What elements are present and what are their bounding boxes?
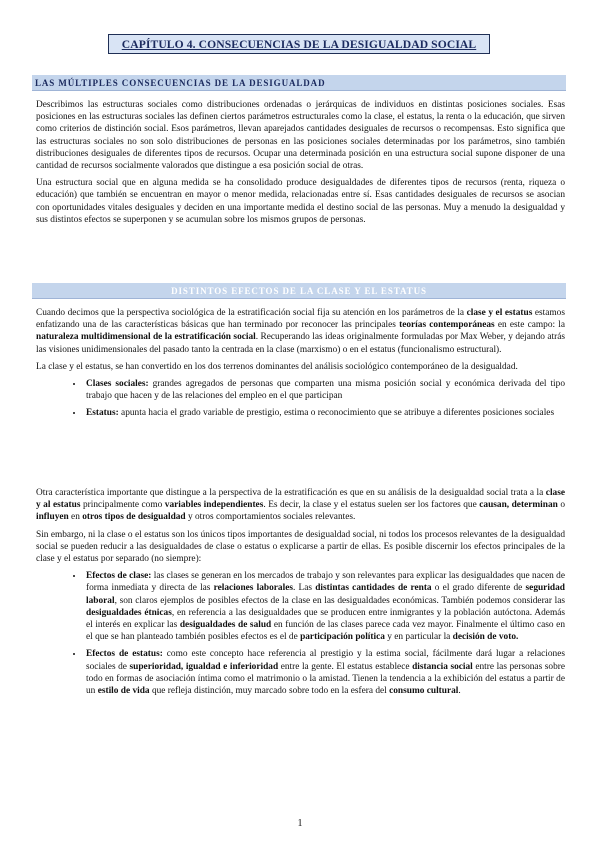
section-heading-text: DISTINTOS EFECTOS DE LA CLASE Y EL ESTATUS [171, 285, 427, 296]
list-item: • Clases sociales: grandes agregados de personas que comparten una misma posición social y económica derivada del tipo trabajo que hacen y de las relaciones del empleo en el que participan [84, 378, 565, 402]
section-1-body [36, 99, 565, 231]
section-2-body [36, 307, 565, 426]
list-item: • Efectos de estatus: como este concepto hace referencia al prestigio y la estima social, fácilmente dará lugar a relaciones sociales de superioridad, igualdad e inferioridad entre la gente. El estatus establece distancia social entre las personas sobre todo en formas de asociación íntima como el matrimonio o la amistad. Tienen la tendencia a la exhibición del estatus a partir de un estilo de vida que refleja distinción, muy marcado sobre todo en la esfera del consumo cultural. [84, 648, 565, 697]
paragraph: Sin embargo, ni la clase o el estatus son los únicos tipos importantes de desigualdad social, ni todos los procesos relevantes de la desigualdad social se pueden reducir a las desigualdades de clase o estatus o explicarse a partir de ellas. Es posible discernir los efectos principales de la clase y el estatus por separado (no siempre): [36, 529, 565, 565]
bullet-list [36, 570, 565, 697]
page-number: 1 [297, 818, 303, 829]
paragraph: Otra característica importante que distingue a la perspectiva de la estratificación es que en su análisis de la desigualdad social trata a la clase y al estatus principalmente como variables independientes. Es decir, la clase y el estatus suelen ser los factores que causan, determinan o influyen en otros tipos de desigualdad y otros comportamientos sociales relevantes. [36, 488, 565, 523]
list-item: • Estatus: apunta hacia el grado variable de prestigio, estima o reconocimiento que se atribuye a diferentes posiciones sociales [84, 407, 565, 419]
section-2-body-continued [36, 487, 565, 703]
paragraph: Cuando decimos que la perspectiva sociológica de la estratificación social fija su atención en los parámetros de la clase y el estatus estamos enfatizando una de las características básicas que han terminado por reconocer las principales teorías contemporáneas en este campo: la naturaleza multidimensional de la estratificación social. Recuperando las ideas originalmente formuladas por Max Weber, y dejando atrás las visiones unidimensionales del pasado tanto la centrada en la clase (marxismo) o en el estatus (funcionalismo estructural). [36, 308, 566, 355]
bullet-list [36, 378, 565, 420]
paragraph: La clase y el estatus, se han convertido en los dos terrenos dominantes del análisis sociológico contemporáneo de la desigualdad. [36, 361, 518, 372]
paragraph: Una estructura social que en alguna medida se ha consolidado produce desigualdades de diferentes tipos de recursos (renta, riqueza o educación) que también se encuentran en mayor o menor medida, relacionadas entre sí. Esas cantidades desiguales de recursos se asocian con oportunidades vitales desiguales y deciden en una importante medida el destino social de las personas. Muy a menudo la desigualdad y sus distintos efectos se superponen y se acumulan sobre los mismos grupos de personas. [36, 178, 565, 225]
section-heading-consecuencias: LAS MÚLTIPLES CONSECUENCIAS DE LA DESIGUALDAD [32, 75, 566, 91]
list-item: • Efectos de clase: las clases se generan en los mercados de trabajo y son relevantes para explicar las desigualdades que nacen de forma inmediata y directa de las relaciones laborales. Las distintas cantidades de renta o el grado diferente de seguridad laboral, son claros ejemplos de posibles efectos de la clase en las desigualdades económicas. También podemos considerar las desigualdades étnicas, en referencia a las desigualdades que se producen entre inmigrantes y la población autóctona. Además el interés en explicar las desigualdades de salud en función de las clases parece cada vez mayor. Finalmente el último caso en el que se han planteado también posibles efectos es el de participación política y en particular la decisión de voto. [84, 570, 565, 643]
paragraph: Describimos las estructuras sociales como distribuciones ordenadas o jerárquicas de individuos en distintas posiciones sociales. Esas posiciones en las estructuras sociales las definen ciertos parámetros estructurales como la clase, el estatus, la renta o la educación, que sirven como criterios de distinción social. Esos parámetros, llevan aparejados cantidades desiguales de recursos o recompensas. Esto significa que las estructuras sociales no son solo distribuciones de personas en las posiciones sociales determinadas por los parámetros, sino también distribuciones desiguales de diferentes tipos de recursos. Ocupar una determinada posición en una estructura social supone disponer de una cantidad de recursos socialmente valorados que distingue a esa posición social de otras. [36, 100, 565, 172]
section-heading-efectos [32, 283, 566, 299]
chapter-title: CAPÍTULO 4. CONSECUENCIAS DE LA DESIGUALDAD SOCIAL [108, 34, 490, 54]
